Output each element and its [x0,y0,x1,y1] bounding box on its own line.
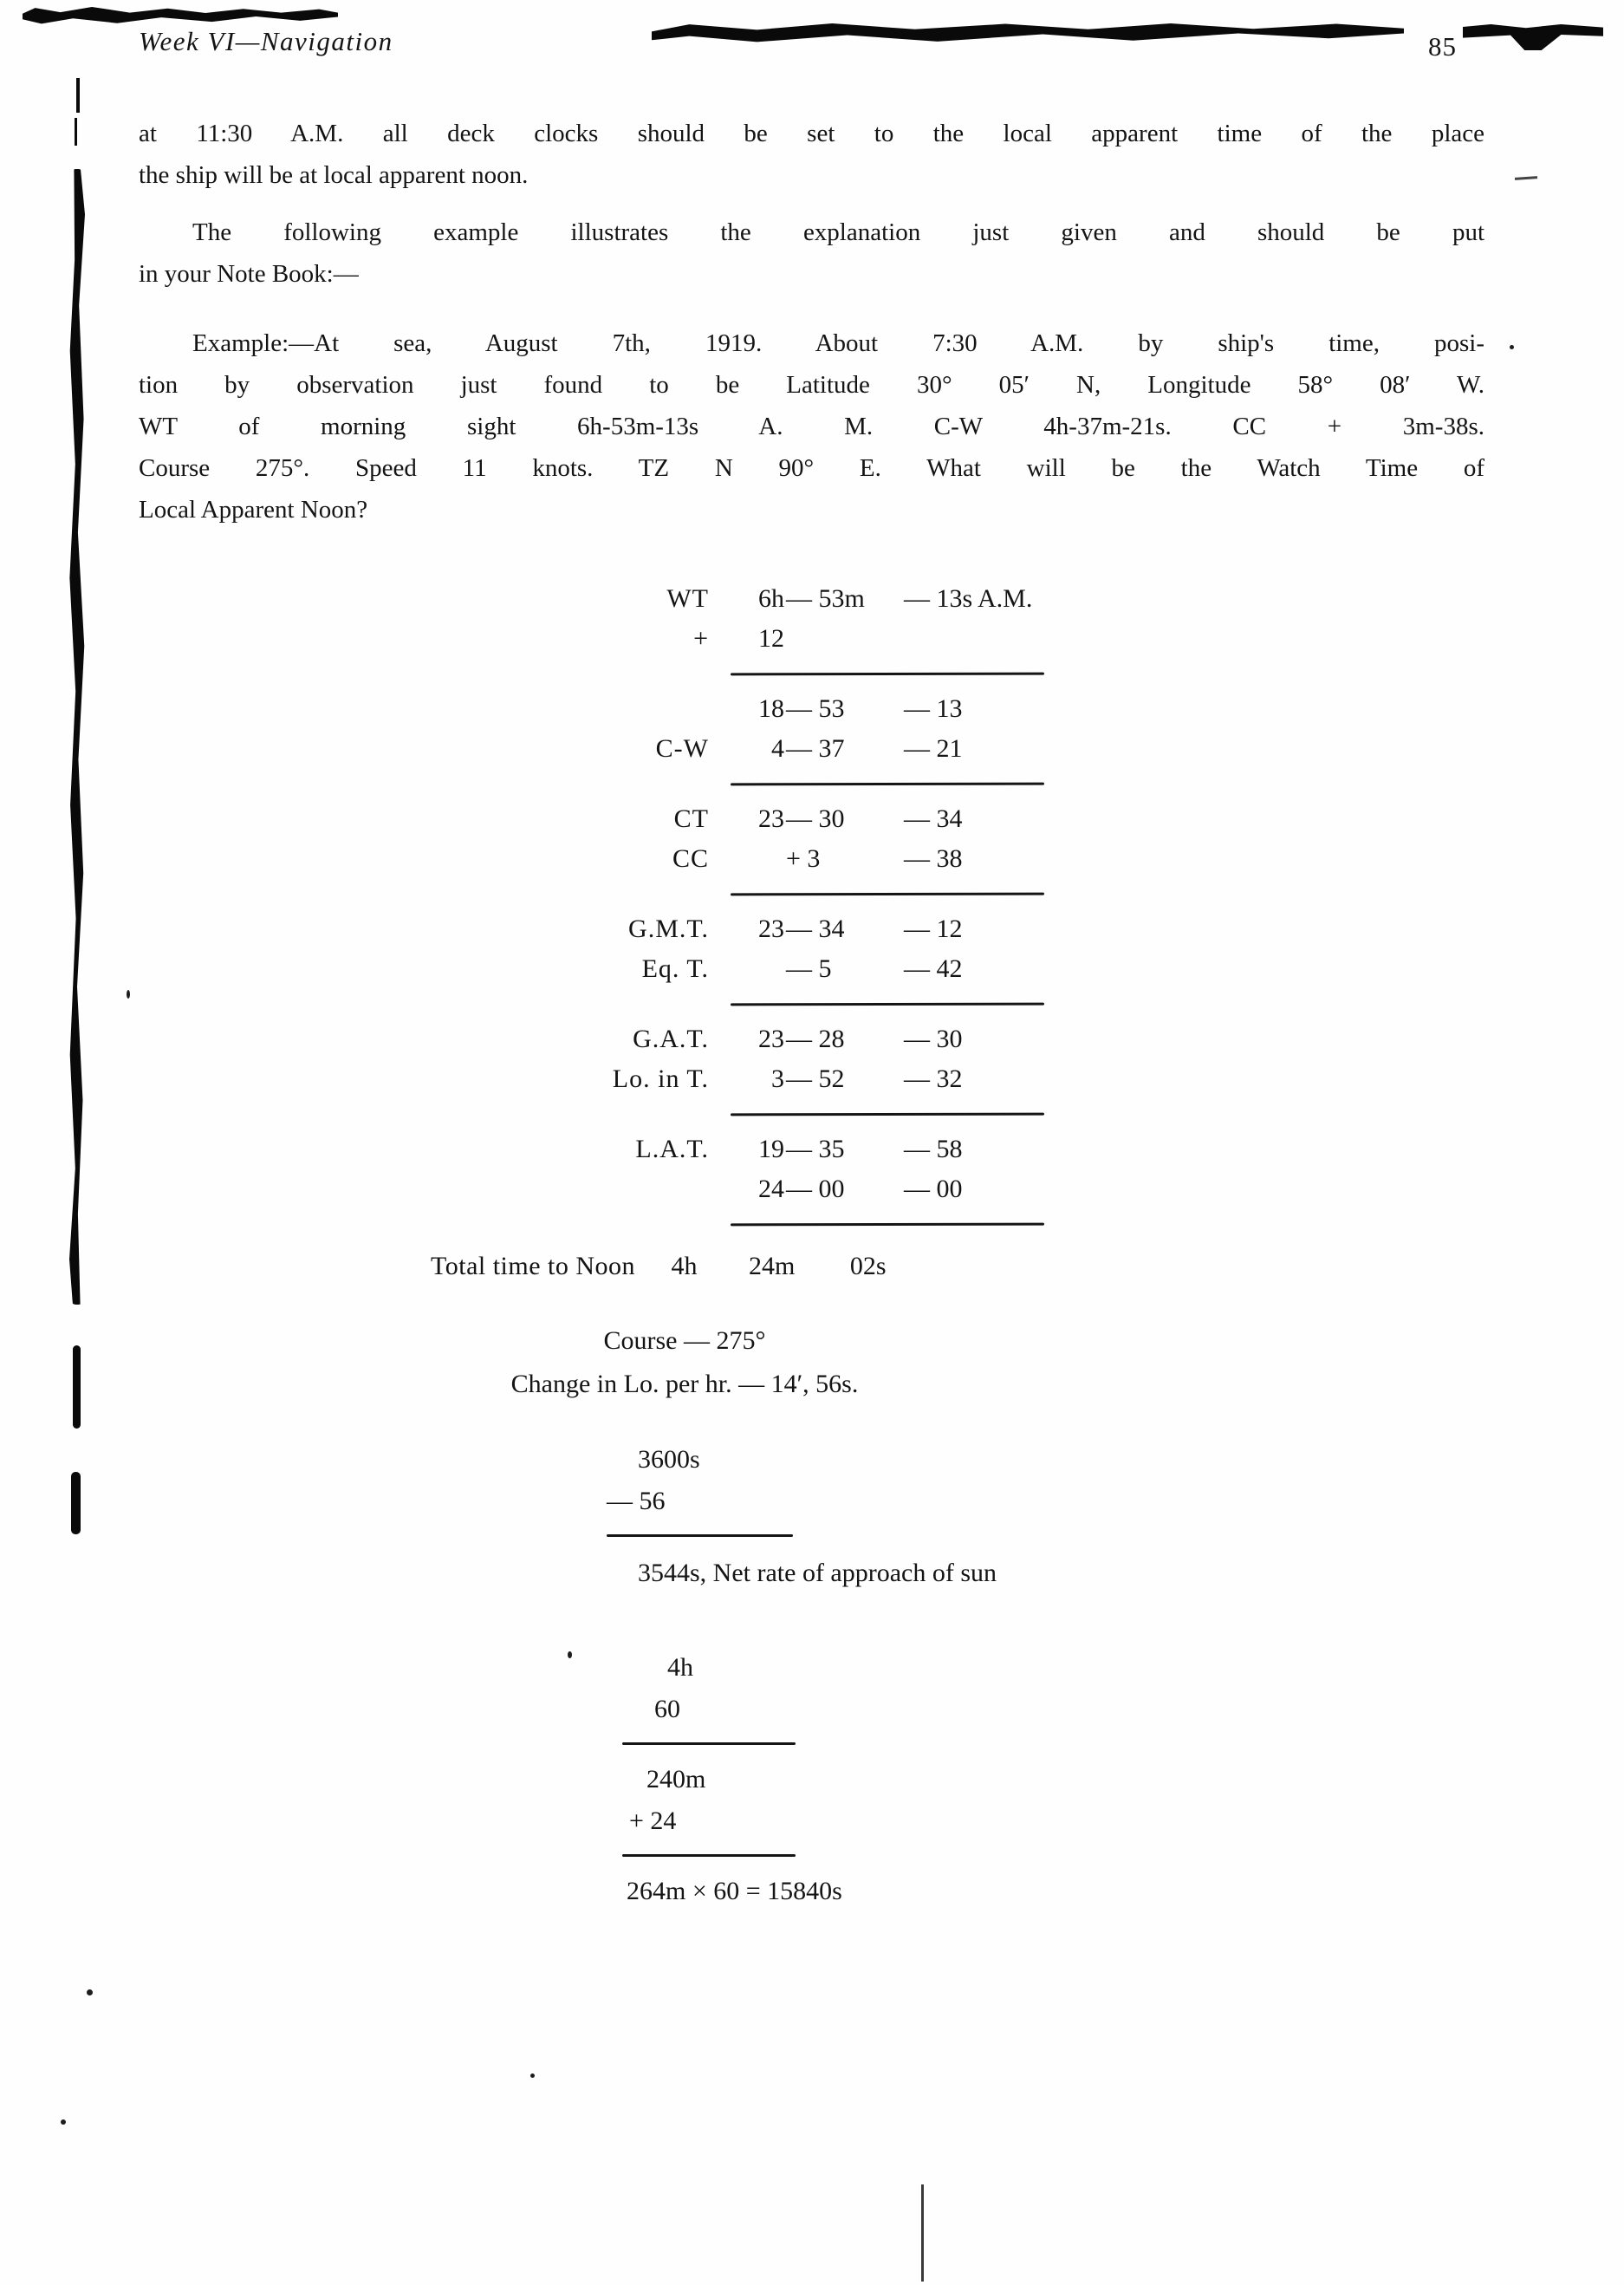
calc-cell: G.A.T. [633,1025,709,1053]
scan-speck [530,2073,535,2078]
scan-artifact-tick [75,118,77,146]
subtraction-result: 3544s, Net rate of approach of sun [638,1559,997,1587]
total-label: Total time to Noon [431,1252,636,1280]
calc-cell: — 53m [786,584,865,613]
text-line: WT of morning sight 6h-53m-13s A. M. C-W 4h-37m-21s. CC + 3m-38s. [139,413,1484,440]
scan-artifact-vline [921,2184,924,2282]
calc-cell: 4 [771,734,784,763]
calc-cell: — 38 [904,844,963,873]
calc-cell [719,949,784,989]
sum-rule [731,1223,1044,1227]
total-row [431,1247,887,1286]
calc-cell [895,619,1121,659]
calc-cell: — 53 [786,694,845,723]
calc-table [433,579,1092,1240]
calc-cell: 24 [758,1175,784,1203]
calc-cell: L.A.T. [635,1135,709,1163]
calc-cell: — 5 [786,954,832,983]
sum-rule [731,1113,1044,1116]
calc-cell: 23 [758,1025,784,1053]
calc-cell: 18 [758,694,784,723]
total-seconds: 02s [849,1252,887,1280]
calc-cell: — 13 [904,694,963,723]
calc-cell: — 30 [904,1025,963,1053]
multiplier: 60 [654,1695,680,1723]
calc-row [433,799,1092,839]
calc-cell: — 12 [904,915,963,943]
calc-cell: 6h [758,584,784,613]
calc-cell: Eq. T. [641,954,709,983]
calc-cell: — 35 [786,1135,845,1163]
text-line: tion by observation just found to be Latitude 30° 05′ N, Longitude 58° 08′ W. [139,371,1484,399]
sum-rule [731,783,1044,786]
calc-cell: — 30 [786,804,845,833]
product: 240m [646,1765,706,1793]
calc-cell: — 13s A.M. [904,584,1033,613]
scan-speck [61,2119,66,2125]
calc-row [433,1019,1092,1059]
calc-cell: — 28 [786,1025,845,1053]
calc-cell: — 52 [786,1064,845,1093]
calc-cell: — 58 [904,1135,963,1163]
text-line: at 11:30 A.M. all deck clocks should be set to the local apparent time of the place [139,120,1484,147]
calc-cell: Lo. in T. [612,1064,709,1093]
running-title: Week VI—Navigation [139,26,393,56]
conversion-result: 264m × 60 = 15840s [627,1877,842,1905]
text-line: Local Apparent Noon? [139,496,368,524]
scan-artifact-top-right-bar-2 [1463,24,1603,50]
text-line: Course 275°. Speed 11 knots. TZ N 90° E. What will be the Watch Time of [139,454,1484,482]
text-line: The following example illustrates the explanation just given and should be put [192,218,1484,246]
sum-rule [622,1742,796,1745]
text-line: Example:—At sea, August 7th, 1919. About 7:30 A.M. by ship's time, posi- [192,329,1484,357]
scan-artifact-dash [1515,176,1537,180]
calc-cell: 23 [758,915,784,943]
sum-rule [731,893,1044,896]
subtrahend: — 56 [607,1487,666,1515]
calc-cell [784,619,895,659]
change-in-longitude-line: Change in Lo. per hr. — 14′, 56s. [510,1370,859,1398]
sum-rule [622,1854,796,1857]
scan-artifact-tick [76,78,80,113]
calc-row [433,689,1092,729]
total-hours: 4h [671,1252,698,1280]
calc-row [433,839,1092,879]
calc-cell: — 34 [904,804,963,833]
calc-cell: — 34 [786,915,845,943]
calc-cell: — 21 [904,734,963,763]
course-block [139,1319,1231,1406]
page-number: 85 [1428,31,1457,62]
calc-row [433,579,1092,619]
sum-rule [731,1003,1044,1006]
calc-cell: + [693,624,709,653]
calc-row [433,949,1092,989]
calc-row [433,1129,1092,1169]
body-text [139,113,1484,531]
scan-artifact-top-right-bar [652,23,1404,45]
scan-speck [127,990,130,999]
calc-cell: 12 [758,624,784,653]
calc-cell: — 00 [904,1175,963,1203]
calc-cell: 19 [758,1135,784,1163]
scan-artifact-left-streak-3 [71,1472,81,1534]
calc-cell: CT [673,804,709,833]
text-line: in your Note Book:— [139,260,359,288]
sum-rule [607,1534,793,1537]
calc-cell: — 42 [904,954,963,983]
calc-row [433,729,1092,769]
calc-cell: WT [666,584,709,613]
calc-row [433,619,1092,659]
calc-cell [433,1169,719,1209]
scan-artifact-top-left-bar [23,7,338,26]
scan-speck [1510,345,1514,349]
calc-cell [719,839,784,879]
minutes-conversion [607,1647,842,1912]
paragraph-intro [139,212,1484,295]
calc-cell: + 3 [786,844,821,873]
calc-cell: G.M.T. [628,915,709,943]
total-minutes: 24m [749,1252,796,1280]
calc-cell: 3 [771,1064,784,1093]
paragraph-continuation [139,113,1484,196]
course-line: Course — 275° [603,1326,766,1355]
calc-row [433,1059,1092,1099]
scan-speck [568,1651,572,1658]
hours-value: 4h [667,1653,693,1682]
calc-cell: CC [672,844,709,873]
minuend: 3600s [638,1445,700,1474]
addend: + 24 [629,1807,677,1835]
calc-row [433,909,1092,949]
calc-row [433,1169,1092,1209]
sum-rule [731,673,1044,676]
calc-cell: C-W [655,734,709,763]
calc-cell: — 00 [786,1175,845,1203]
scan-speck [87,1989,93,1995]
calc-cell [433,689,719,729]
scan-artifact-left-streak-2 [73,1345,81,1429]
calc-cell: 23 [758,804,784,833]
calc-cell: — 37 [786,734,845,763]
subtraction-sun-rate [607,1439,997,1594]
calc-cell: — 32 [904,1064,963,1093]
text-line: the ship will be at local apparent noon. [139,161,529,189]
paragraph-example [139,322,1484,531]
scan-artifact-left-streak [69,169,85,1305]
